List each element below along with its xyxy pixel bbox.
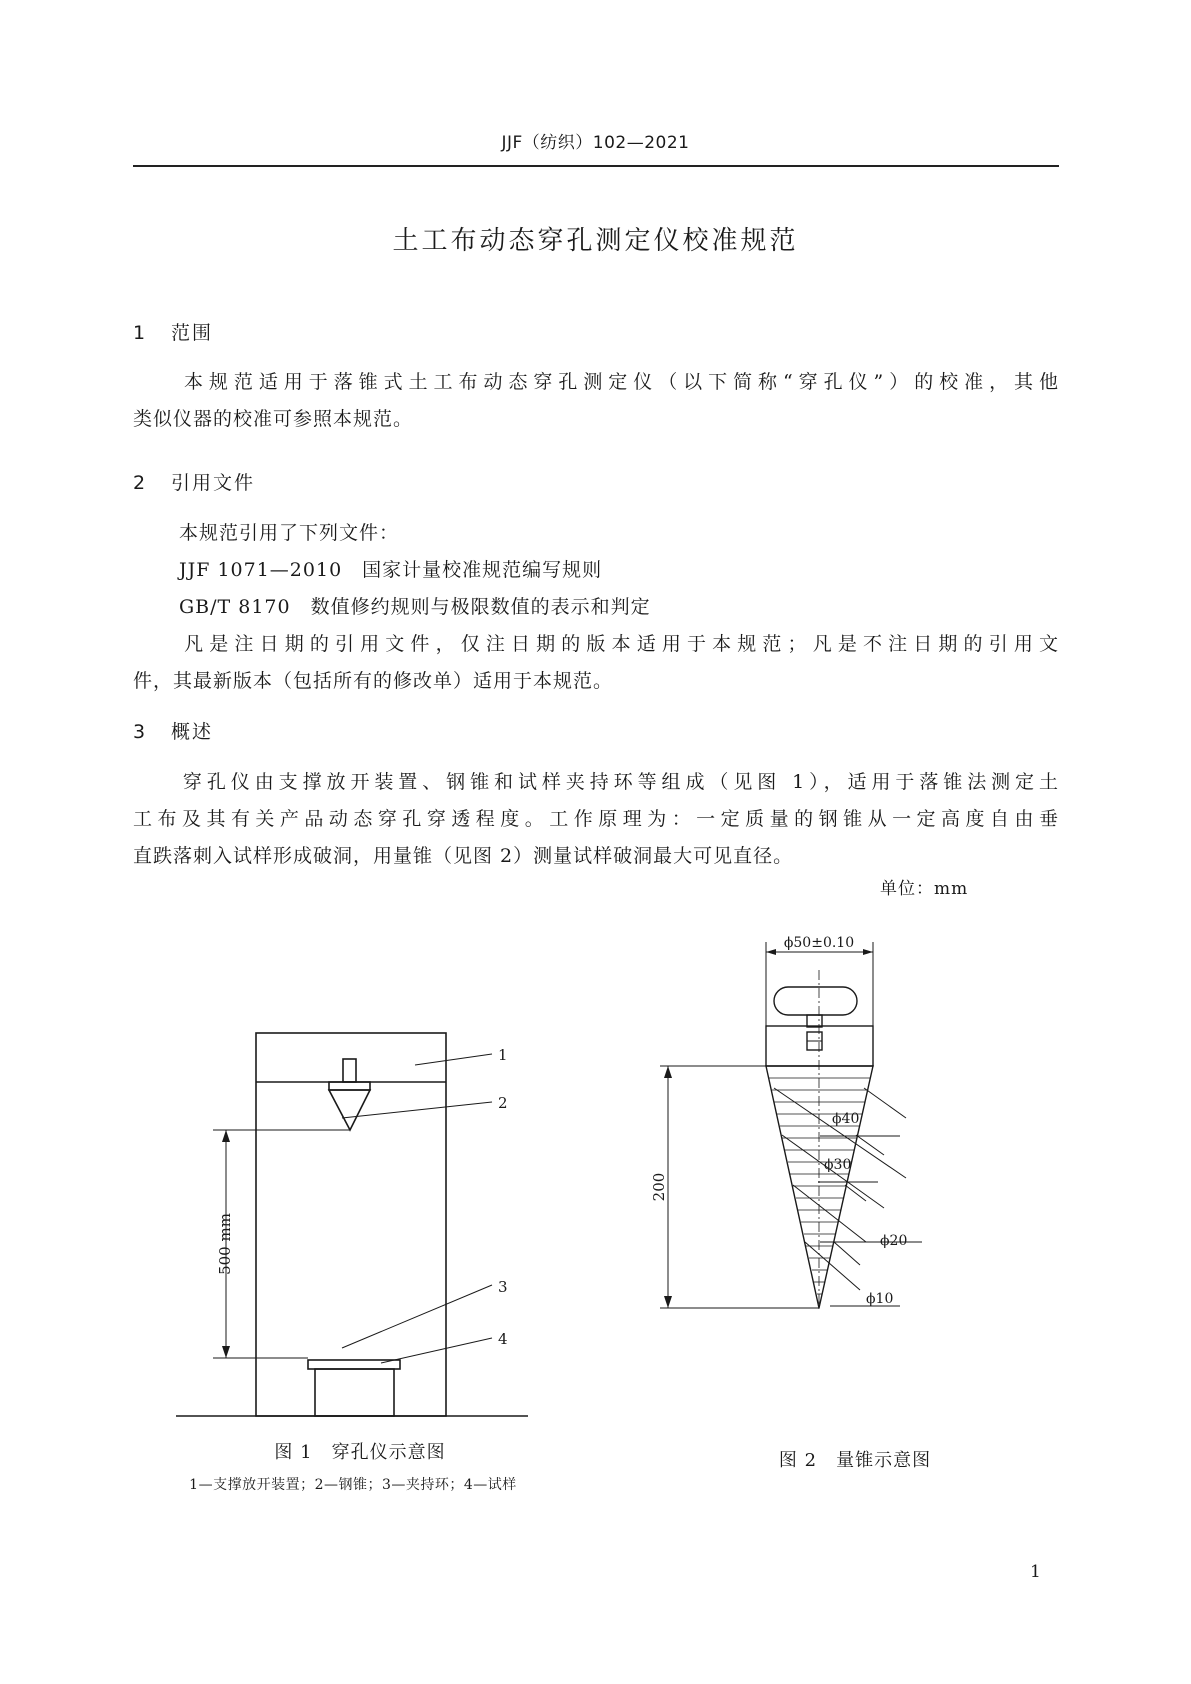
text-line: 直跌落刺入试样形成破洞，用量锥（见图 2）测量试样破洞最大可见直径。 [133,845,794,867]
page-number: 1 [1030,1562,1041,1582]
dim-arrow-top [222,1130,230,1142]
section-number: 3 [133,721,148,743]
diameter-30-label: ϕ30 [824,1157,852,1173]
text-line: 凡是注日期的引用文件，仅注日期的版本适用于本规范；凡是不注日期的引用文 [179,633,1059,655]
steel-cone [329,1090,370,1130]
section-title: 概述 [171,721,214,743]
top-dim-label: ϕ50±0.10 [783,935,855,951]
height-dim-arrow-top [664,1066,672,1078]
section-3-paragraph [133,764,1059,875]
text-line: 本规范适用于落锥式土工布动态穿孔测定仪（以下简称“穿孔仪”）的校准，其他 [179,371,1059,393]
callout-1: 1 [498,1046,508,1064]
diameter-40-label: ϕ40 [832,1111,860,1127]
document-title: 土工布动态穿孔测定仪校准规范 [392,226,799,256]
leader-2 [342,1102,492,1118]
figure-2-caption: 图 2 量锥示意图 [778,1450,932,1471]
clamp-stand [315,1369,394,1416]
height-dim-arrow-bottom [664,1296,672,1308]
dim-500-label: 500 mm [216,1213,234,1275]
top-dim-arrow-left [766,949,776,955]
diameter-20-label: ϕ20 [880,1233,908,1249]
reference-item: JJF 1071—2010 国家计量校准规范编写规则 [179,559,603,581]
section-3-heading [133,717,213,744]
text-line: 穿孔仪由支撑放开装置、钢锥和试样夹持环等组成（见图 1），适用于落锥法测定土 [179,771,1059,793]
section-number: 1 [133,322,148,344]
diameter-10-label: ϕ10 [866,1291,894,1307]
figure-1-legend: 1—支撑放开装置；2—钢锥；3—夹持环；4—试样 [189,1477,517,1493]
cone-collar [329,1082,370,1090]
figure-1-drawing [160,1010,560,1430]
section-2-heading [133,468,255,495]
cone-stem [343,1059,356,1082]
leader-3 [342,1285,492,1348]
top-dim-arrow-right [863,949,873,955]
text-line: 类似仪器的校准可参照本规范。 [133,408,414,430]
section-2-paragraph [133,515,1059,700]
section-title: 引用文件 [171,472,256,494]
section-number: 2 [133,472,148,494]
leader-1 [415,1054,492,1065]
header-rule [133,165,1059,167]
text-line: 工布及其有关产品动态穿孔穿透程度。工作原理为：一定质量的钢锥从一定高度自由垂 [133,808,1059,830]
section-1-paragraph [133,364,1059,438]
figure-1-caption: 图 1 穿孔仪示意图 [274,1442,446,1463]
unit-label: 单位：mm [880,879,969,899]
height-dim-label: 200 [650,1172,668,1202]
dim-arrow-bottom [222,1346,230,1358]
callout-2: 2 [498,1094,508,1112]
figure-2-drawing [650,930,1020,1420]
text-line: 件，其最新版本（包括所有的修改单）适用于本规范。 [133,670,614,692]
handle [774,987,857,1015]
reference-item: GB/T 8170 数值修约规则与极限数值的表示和判定 [179,596,651,618]
section-1-heading [133,318,213,345]
callout-4: 4 [498,1330,508,1348]
text-line: 本规范引用了下列文件： [179,522,400,544]
running-header: JJF（纺织）102—2021 [501,133,690,153]
leader-4 [381,1338,492,1363]
callout-3: 3 [498,1278,508,1296]
handle-neck [807,1015,822,1027]
section-title: 范围 [171,322,214,344]
